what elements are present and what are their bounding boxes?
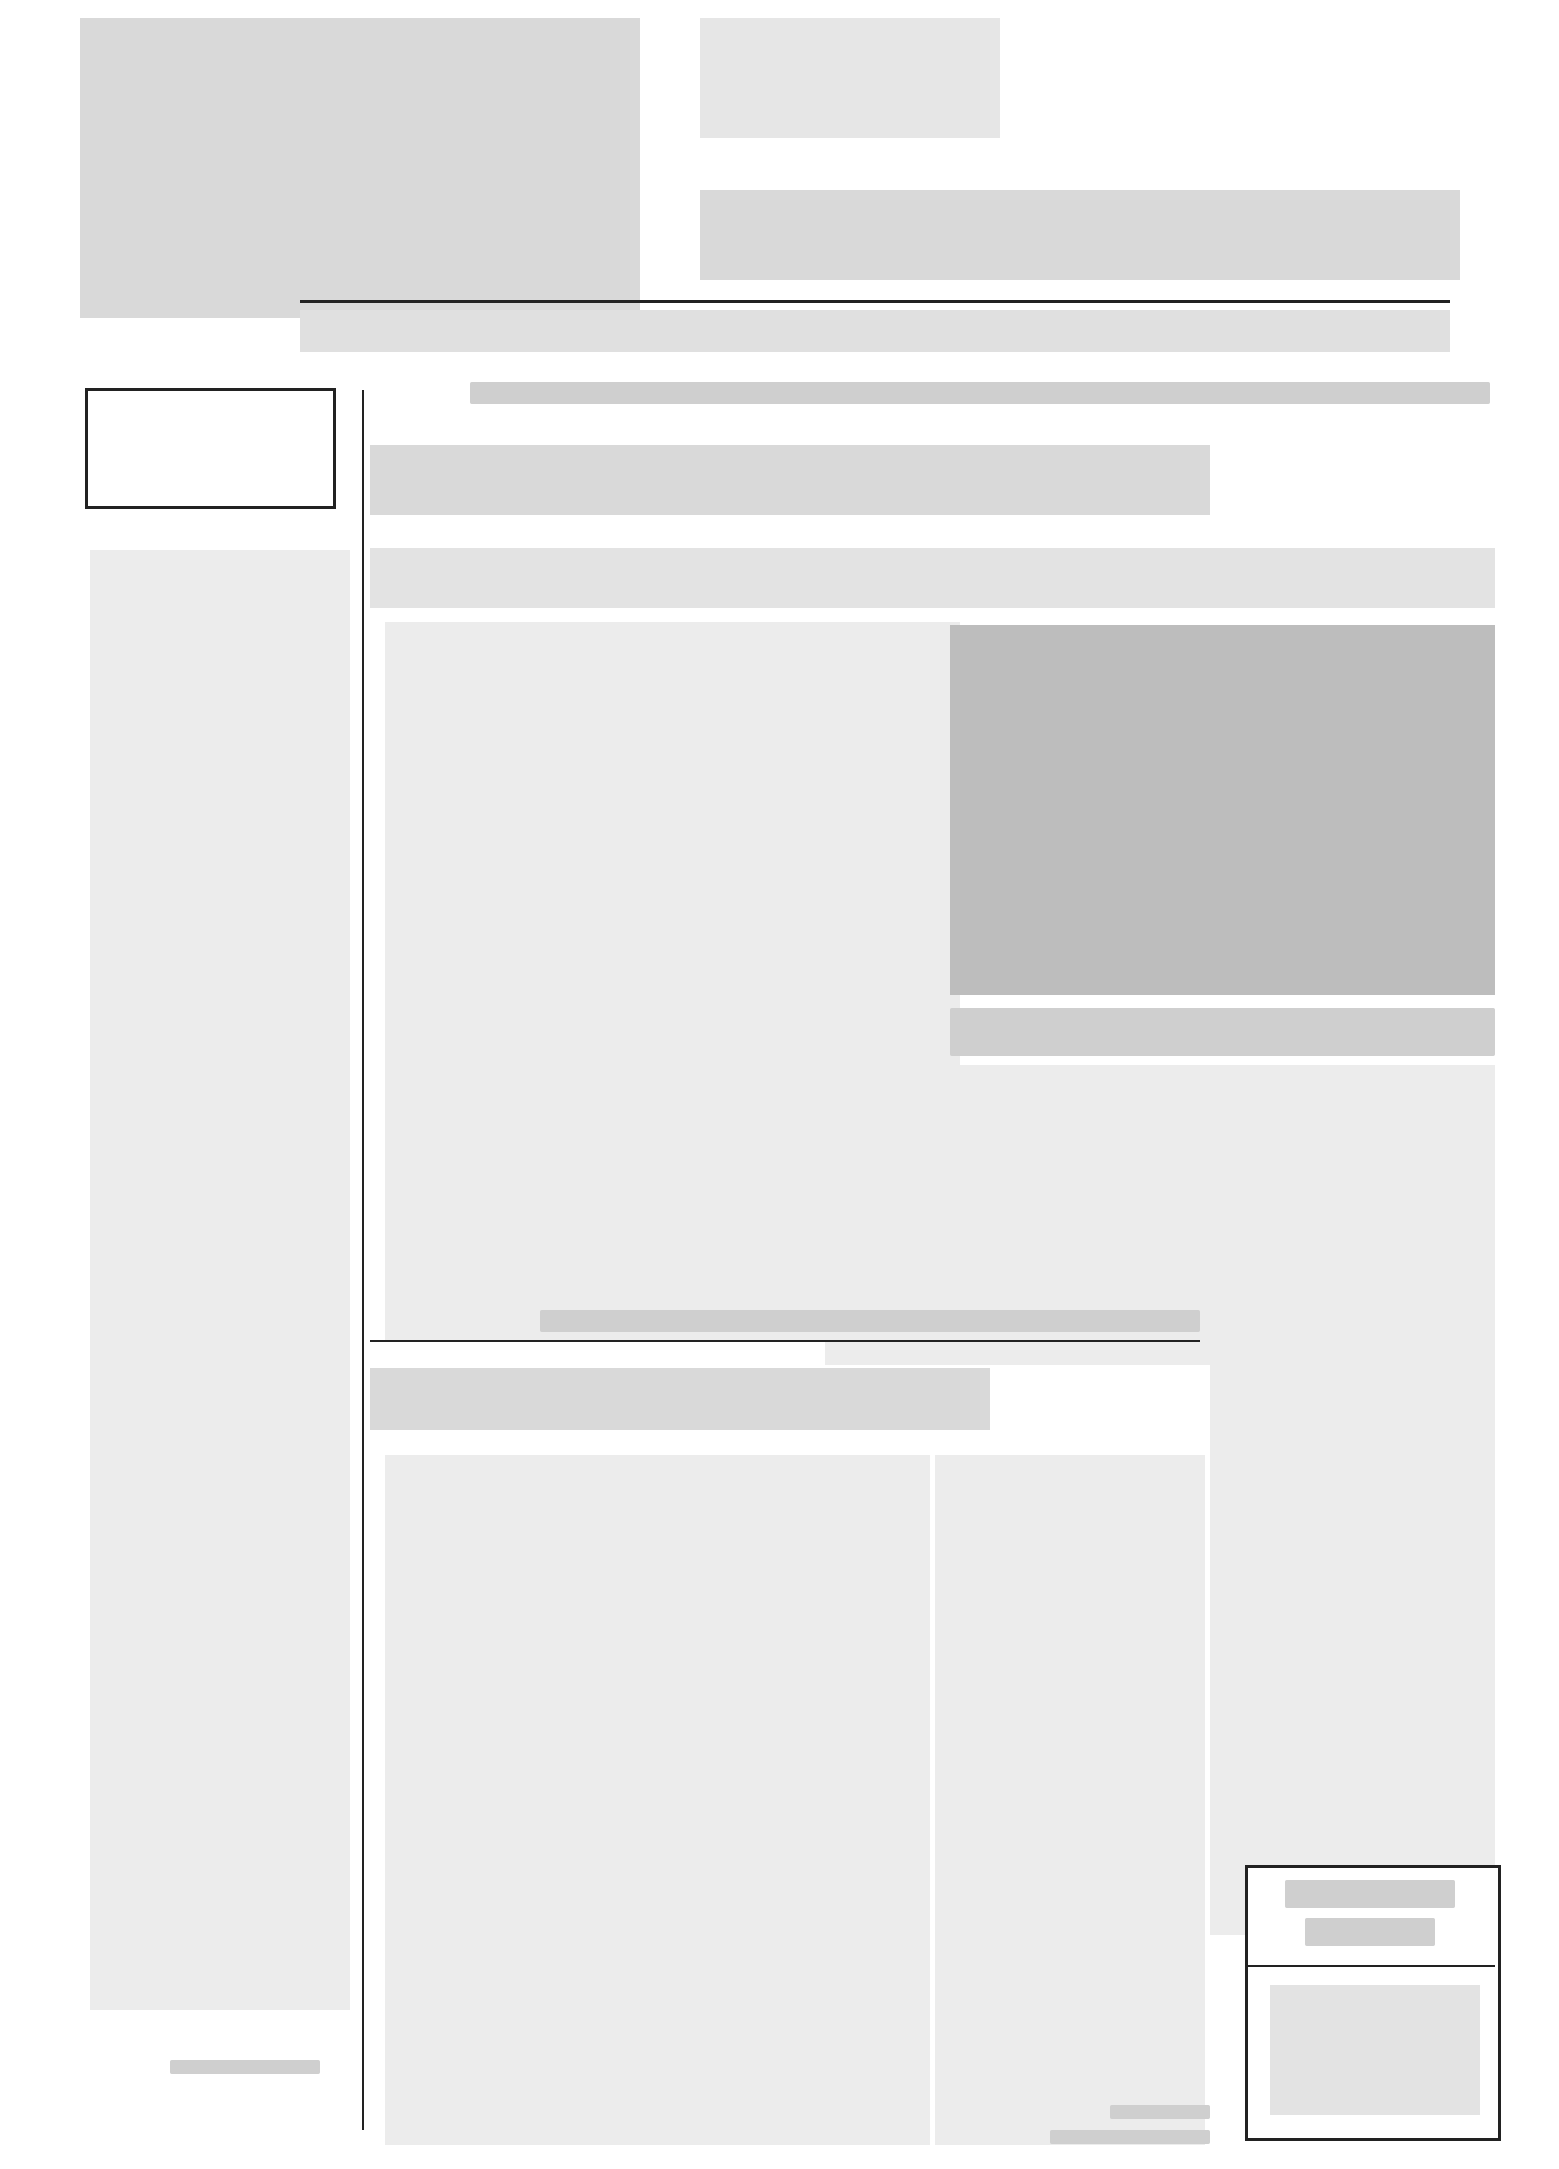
boxed-section-label bbox=[85, 388, 336, 509]
top-article-deck bbox=[370, 548, 1495, 608]
second-article-byline bbox=[1110, 2105, 1210, 2119]
sidebar-notice-subtitle bbox=[1305, 1918, 1435, 1946]
column-divider bbox=[362, 390, 364, 2130]
top-article-column-1 bbox=[385, 622, 630, 1342]
second-article-kicker bbox=[540, 1310, 1200, 1332]
masthead-issue-info bbox=[700, 18, 1000, 138]
top-article-kicker bbox=[470, 382, 1490, 404]
sidebar-notice-title bbox=[1285, 1880, 1455, 1908]
second-article-column-2 bbox=[630, 1455, 930, 2145]
sidebar-notice-divider bbox=[1245, 1965, 1495, 1967]
second-article-column-3 bbox=[935, 1455, 1205, 2145]
second-article-column-1 bbox=[385, 1455, 630, 2145]
top-article-column-4 bbox=[1210, 1065, 1495, 1935]
second-article-rule bbox=[370, 1340, 1200, 1342]
sidebar-notice-body bbox=[1270, 1985, 1480, 2115]
assembly-photo bbox=[950, 625, 1495, 995]
second-article-headline bbox=[370, 1368, 990, 1430]
masthead-logo-block bbox=[80, 18, 640, 318]
second-article-continuation bbox=[1050, 2130, 1210, 2144]
masthead-tagline-block bbox=[300, 310, 1450, 352]
top-article-headline bbox=[370, 445, 1210, 515]
left-column-byline bbox=[170, 2060, 320, 2074]
photo-caption bbox=[950, 1008, 1495, 1056]
masthead-subtitle-block bbox=[700, 190, 1460, 280]
masthead-rule bbox=[300, 300, 1450, 303]
left-column-text bbox=[90, 550, 350, 2010]
